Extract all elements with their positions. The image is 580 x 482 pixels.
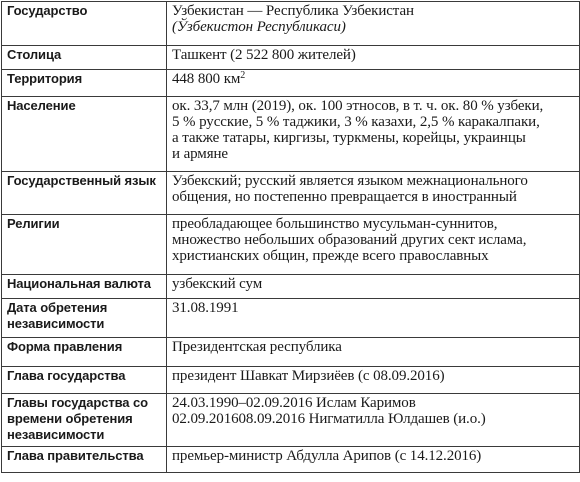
row-label: Национальная валюта <box>2 275 167 299</box>
value-line: премьер-министр Абдулла Арипов (с 14.12.2016) <box>172 448 482 464</box>
row-value <box>167 447 580 473</box>
value-line: Президентская республика <box>172 339 342 355</box>
row-label: Религии <box>2 215 167 275</box>
row-value <box>167 299 580 338</box>
table-row-religion <box>2 215 580 275</box>
row-label: Дата обретения независимости <box>2 299 167 338</box>
value-line <box>172 71 574 87</box>
row-value <box>167 172 580 215</box>
country-facts-table <box>1 1 580 473</box>
row-value <box>167 394 580 447</box>
value-line: христианских общин, прежде всего православных <box>172 248 489 264</box>
row-label: Государственный язык <box>2 172 167 215</box>
table-row-state <box>2 2 580 46</box>
territory-value: 448 800 км <box>172 71 241 87</box>
table-row-language <box>2 172 580 215</box>
value-line: ок. 33,7 млн (2019), ок. 100 этносов, в т. ч. ок. 80 % узбеки, <box>172 98 544 114</box>
row-label: Глава государства <box>2 367 167 394</box>
row-value <box>167 70 580 97</box>
row-label: Глава правительства <box>2 447 167 473</box>
table-row-currency <box>2 275 580 299</box>
row-value <box>167 338 580 367</box>
value-line: Узбекский; русский является языком межнационального <box>172 173 528 189</box>
value-line: а также татары, киргизы, туркмены, корейцы, украинцы <box>172 130 526 146</box>
value-line: множество небольших образований других сект ислама, <box>172 232 527 248</box>
table-row-head-of-state <box>2 367 580 394</box>
value-line: 02.09.201608.09.2016 Нигматилла Юлдашев (и.о.) <box>172 411 486 427</box>
value-line: преобладающее большинство мусульман-суннитов, <box>172 216 498 232</box>
row-label: Столица <box>2 46 167 70</box>
value-line: 24.03.1990–02.09.2016 Ислам Каримов <box>172 395 416 411</box>
value-line: узбекский сум <box>172 276 263 292</box>
row-label: Главы государства со времени обретения независимости <box>2 394 167 447</box>
table-row-capital <box>2 46 580 70</box>
row-label: Форма правления <box>2 338 167 367</box>
row-label: Население <box>2 97 167 172</box>
table-row-former-heads <box>2 394 580 447</box>
table-row-head-of-government <box>2 447 580 473</box>
row-value <box>167 275 580 299</box>
row-value <box>167 2 580 46</box>
row-value <box>167 215 580 275</box>
value-line: Узбекистан — Республика Узбекистан <box>172 3 414 19</box>
table-row-population <box>2 97 580 172</box>
value-line: 31.08.1991 <box>172 300 239 316</box>
value-line: президент Шавкат Мирзиёев (с 08.09.2016) <box>172 368 445 384</box>
row-label: Государство <box>2 2 167 46</box>
table-row-independence <box>2 299 580 338</box>
row-label: Территория <box>2 70 167 97</box>
table-row-government-form <box>2 338 580 367</box>
value-line: Ташкент (2 522 800 жителей) <box>172 47 356 63</box>
row-value <box>167 46 580 70</box>
table-row-territory <box>2 70 580 97</box>
row-value <box>167 97 580 172</box>
value-line: и армяне <box>172 146 228 162</box>
value-line: общения, но постепенно превращается в иностранный <box>172 189 517 205</box>
value-line: (Ўзбекистон Республикаси) <box>172 19 346 35</box>
unit-superscript: 2 <box>240 70 246 81</box>
value-line: 5 % русские, 5 % таджики, 3 % казахи, 2,5 % каракалпаки, <box>172 114 540 130</box>
row-value <box>167 367 580 394</box>
